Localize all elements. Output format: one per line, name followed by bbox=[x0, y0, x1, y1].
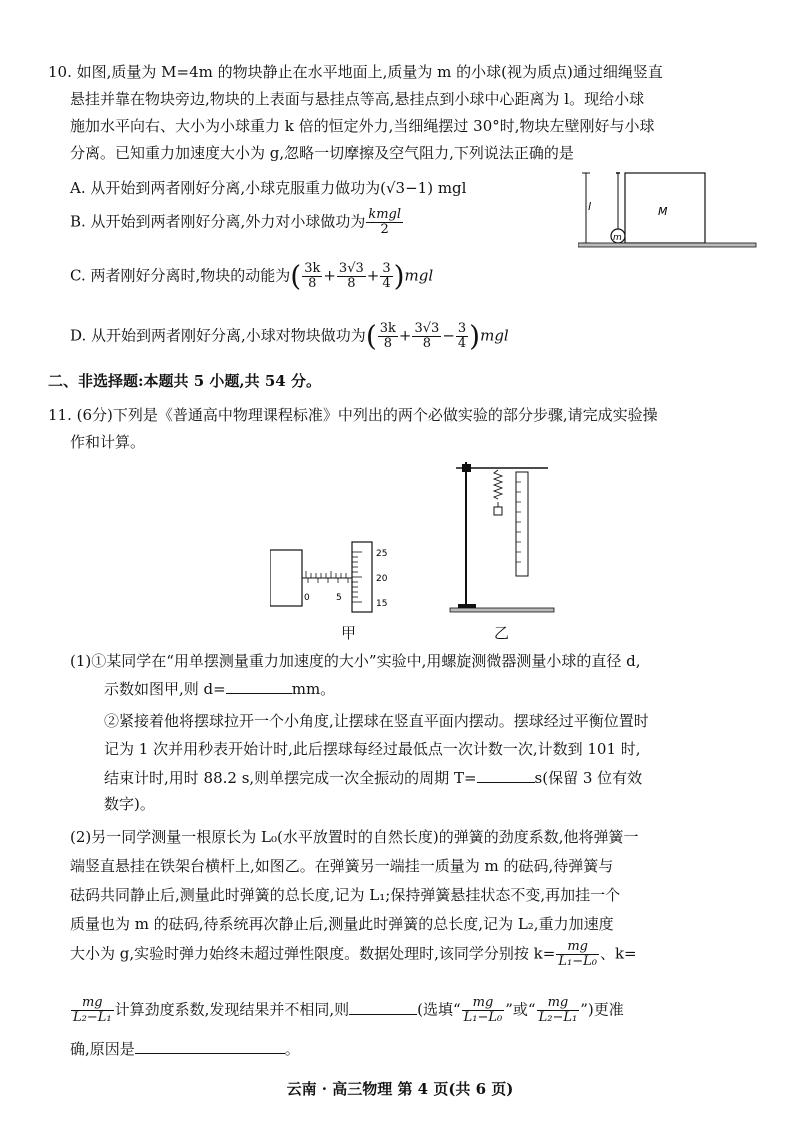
micrometer-thimble-25: 25 bbox=[376, 549, 388, 559]
q11-part1-period-label: 结束计时,用时 88.2 s,则单摆完成一次全振动的周期 T= bbox=[104, 769, 477, 787]
q11-part1-line-1: (1)①某同学在“用单摆测量重力加速度的大小”实验中,用螺旋测微器测量小球的直径 d, bbox=[70, 652, 641, 670]
q11-part2-line-3: 砝码共同静止后,测量此时弹簧的总长度,记为 L₁;保持弹簧悬挂状态不变,再加挂一个 bbox=[70, 886, 621, 904]
micrometer-thimble-15: 15 bbox=[376, 599, 388, 609]
q10-option-c[interactable]: C. 两者刚好分离时,物块的动能为( $\frac{3k}{8}$ + $\frac{3√3}{8}$ + $\frac{3}{4}$ )mgl bbox=[70, 259, 434, 293]
q10-option-d-frac-1: $\frac{3k}{8}$ bbox=[379, 321, 396, 351]
q11-line-1: 11. (6分)下列是《普通高中物理课程标准》中列出的两个必做实验的部分步骤,请完成实验操 bbox=[48, 406, 658, 424]
q11-part1-period-unit: s(保留 3 位有效 bbox=[534, 769, 643, 787]
micrometer-main-0: 0 bbox=[304, 593, 310, 603]
q10-line-1: 10. 如图,质量为 M=4m 的物块静止在水平地面上,质量为 m 的小球(视为质点)通过细绳竖直 bbox=[48, 63, 663, 81]
q10-option-d-frac-3: $\frac{3}{4}$ bbox=[457, 321, 467, 351]
q10-option-c-frac-1: $\frac{3k}{8}$ bbox=[304, 261, 321, 291]
q11-part2-line-4: 质量也为 m 的砝码,待系统再次静止后,测量此时弹簧的总长度,记为 L₂,重力加速度 bbox=[70, 915, 614, 933]
answer-blank-diameter[interactable] bbox=[226, 677, 292, 694]
q10-option-d-text: D. 从开始到两者刚好分离,小球对物块做功为 bbox=[70, 326, 366, 345]
q10-figure-block-and-pendulum bbox=[578, 165, 758, 255]
q10-option-d[interactable]: D. 从开始到两者刚好分离,小球对物块做功为( $\frac{3k}{8}$ + $\frac{3√3}{8}$ − $\frac{3}{4}$ )mgl bbox=[70, 319, 509, 353]
q10-line-2: 悬挂并靠在物块旁边,物块的上表面与悬挂点等高,悬挂点到小球中心距离为 l。现给小球 bbox=[70, 90, 645, 108]
q10-option-b-text: B. 从开始到两者刚好分离,外力对小球做功为 bbox=[70, 212, 366, 231]
q10-option-b[interactable] bbox=[70, 208, 404, 237]
formula-fraction-k1: $\frac{mg}{\text{L₁−L₀}}$ bbox=[558, 939, 597, 969]
q10-option-c-text: C. 两者刚好分离时,物块的动能为 bbox=[70, 266, 291, 285]
q11-figure-spring-stand bbox=[448, 458, 558, 616]
q10-option-c-frac-3: $\frac{3}{4}$ bbox=[382, 261, 391, 291]
q11-part1-line-4: 记为 1 次并用秒表开始计时,此后摆球每经过最低点一次计数一次,计数到 101 时, bbox=[104, 740, 641, 758]
q10-figure-label-M: M bbox=[658, 205, 668, 218]
q11-part2-k-label-2: 、k= bbox=[599, 944, 637, 963]
answer-blank-choice[interactable] bbox=[349, 998, 417, 1015]
q11-part1-line-5 bbox=[104, 766, 642, 789]
q11-part1-d-unit: mm。 bbox=[291, 680, 336, 698]
choice-fraction-k1: $\frac{mg}{\text{L₁−L₀}}$ bbox=[463, 995, 503, 1025]
q11-part1-line-3: ②紧接着他将摆球拉开一个小角度,让摆球在竖直平面内摆动。摆球经过平衡位置时 bbox=[104, 712, 649, 730]
micrometer-main-5: 5 bbox=[336, 593, 342, 603]
q11-part1-d-label: 示数如图甲,则 d= bbox=[104, 680, 226, 698]
q10-option-b-fraction: $\frac{\text{kmgl}}{2}$ bbox=[368, 207, 402, 237]
q11-part2-line-1: (2)另一同学测量一根原长为 L₀(水平放置时的自然长度)的弹簧的劲度系数,他将弹簧一 bbox=[70, 828, 639, 846]
q10-option-a[interactable]: A. 从开始到两者刚好分离,小球克服重力做功为(√3−1) mgl bbox=[70, 179, 467, 197]
q11-part2-line-2: 端竖直悬挂在铁架台横杆上,如图乙。在弹簧另一端挂一质量为 m 的砝码,待弹簧与 bbox=[70, 857, 614, 875]
q11-part2-compare-text: 计算劲度系数,发现结果并不相同,则 bbox=[114, 1000, 350, 1019]
q11-part2-k-label-1: 大小为 g,实验时弹力始终未超过弹性限度。数据处理时,该同学分别按 k= bbox=[70, 944, 556, 963]
q10-option-c-frac-2: $\frac{3√3}{8}$ bbox=[338, 261, 364, 291]
section-2-title: 二、非选择题:本题共 5 小题,共 54 分。 bbox=[48, 372, 321, 390]
q10-figure-label-l: l bbox=[588, 200, 592, 213]
q11-line-2: 作和计算。 bbox=[70, 433, 146, 451]
q11-figure-label-jia: 甲 bbox=[341, 624, 357, 642]
q10-line-4: 分离。已知重力加速度大小为 g,忽略一切摩擦及空气阻力,下列说法正确的是 bbox=[70, 144, 574, 162]
q11-part2-line-6: $\frac{mg}{\text{L₂−L₁}}$ 计算劲度系数,发现结果并不相同,则 (选填“ $\frac{mg}{\text{L₁−L₀}}$ ”或“ $\frac{mg}{\text{L₂−L₁}}$ ”)更准 bbox=[73, 995, 624, 1025]
q11-part2-line-7: 确,原因是 。 bbox=[70, 1037, 300, 1060]
q11-figure-micrometer bbox=[270, 538, 400, 618]
choice-fraction-k2: $\frac{mg}{\text{L₂−L₁}}$ bbox=[538, 995, 578, 1025]
answer-blank-period[interactable] bbox=[477, 766, 535, 783]
answer-blank-reason[interactable] bbox=[135, 1037, 285, 1054]
q11-part1-line-6: 数字)。 bbox=[104, 795, 155, 813]
formula-fraction-k2: $\frac{mg}{\text{L₂−L₁}}$ bbox=[73, 995, 112, 1025]
page-footer: 云南 · 高三物理 第 4 页(共 6 页) bbox=[286, 1080, 514, 1098]
q11-figure-label-yi: 乙 bbox=[494, 624, 510, 642]
q10-option-d-frac-2: $\frac{3√3}{8}$ bbox=[414, 321, 440, 351]
q11-part1-line-2 bbox=[104, 677, 335, 700]
micrometer-thimble-20: 20 bbox=[376, 574, 388, 584]
q10-figure-label-m: m bbox=[613, 233, 622, 243]
q11-part2-reason-label: 确,原因是 bbox=[70, 1040, 135, 1058]
q11-part2-line-5 bbox=[70, 940, 637, 969]
q10-line-3: 施加水平向右、大小为小球重力 k 倍的恒定外力,当细绳摆过 30°时,物块左壁刚好与小球 bbox=[70, 117, 655, 135]
